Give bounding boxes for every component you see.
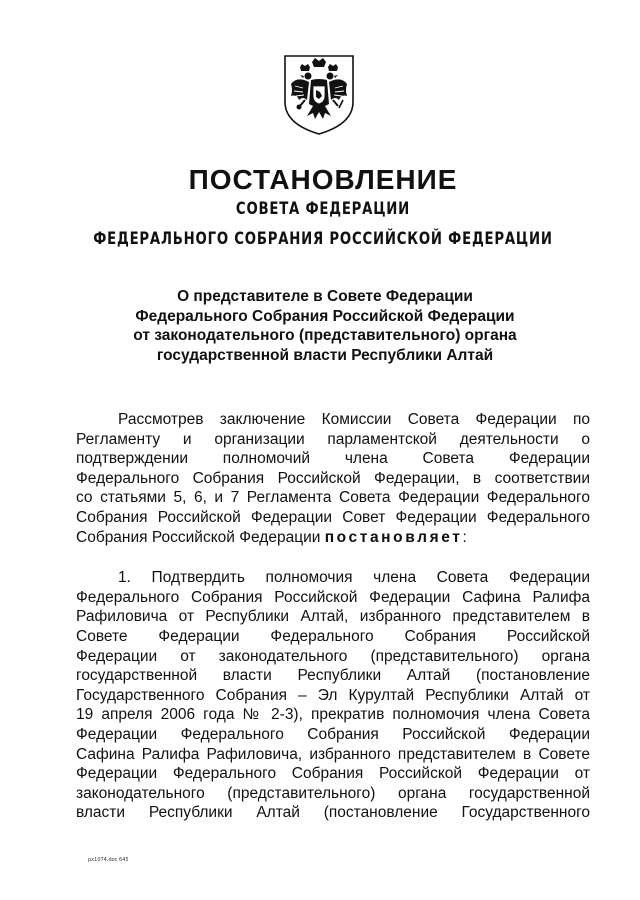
text-line: Федерации Федерального Собрания Российской Федерации — [76, 725, 590, 743]
text-line: государственной власти Республики Алтай (постановление — [76, 667, 590, 685]
text-fragment: : — [462, 528, 467, 546]
text-line: 19 апреля 2006 года № 2-3), прекратив полномочия члена Совета — [76, 706, 590, 724]
issuer-line-2: ФЕДЕРАЛЬНОГО СОБРАНИЯ РОССИЙСКОЙ ФЕДЕРАЦИИ — [93, 229, 553, 249]
document-title: ПОСТАНОВЛЕНИЕ — [188, 164, 458, 195]
document-subject — [0, 287, 640, 365]
issuer-line-1: СОВЕТА ФЕДЕРАЦИИ — [235, 199, 411, 219]
text-line: Регламенту и организации парламентской деятельности о — [76, 430, 590, 448]
subject-line: Федерального Собрания Российской Федерации — [135, 307, 515, 325]
text-line: власти Республики Алтай (постановление Государственного — [76, 804, 590, 822]
paragraph-preamble — [76, 410, 590, 547]
text-line: Сафина Ралифа Рафиловича, избранного представителем в Совете — [76, 745, 590, 763]
subject-line: от законодательного (представительного) органа — [133, 327, 517, 344]
text-line: Собрания Российской Федерации Совет Федерации Федерального — [76, 508, 590, 526]
paragraph-item-1 — [76, 568, 590, 823]
text-line: со статьями 5, 6, и 7 Регламента Совета Федерации Федерального — [76, 489, 590, 507]
text-line — [76, 528, 590, 548]
document-header — [0, 163, 640, 250]
text-line: законодательного (представительного) органа государственной — [76, 784, 590, 802]
file-reference: px1074.doc 645 — [88, 857, 129, 863]
text-line: Федерального Собрания Российской Федерации, в соответствии — [76, 469, 590, 487]
text-line: Рафиловича от Республики Алтай, избранного представителем в — [76, 608, 590, 626]
text-line: Государственного Собрания – Эл Курултай Республики Алтай от — [76, 686, 590, 704]
resolution-keyword: постановляет — [324, 528, 463, 546]
text-line: Совете Федерации Федерального Собрания Российской — [76, 627, 590, 645]
text-fragment: Собрания Российской Федерации — [76, 528, 325, 546]
document-body — [76, 410, 590, 823]
subject-line: государственной власти Республики Алтай — [156, 346, 494, 364]
text-line: Рассмотрев заключение Комиссии Совета Федерации по — [118, 411, 590, 428]
text-line: 1. Подтвердить полномочия члена Совета Федерации — [118, 569, 590, 587]
subject-line: О представителе в Совете Федерации — [177, 288, 473, 305]
text-line: подтверждении полномочий члена Совета Федерации — [76, 450, 590, 468]
russian-coat-of-arms-icon — [279, 50, 359, 136]
text-line: Федерации Федерального Собрания Российской Федерации от — [76, 765, 590, 783]
text-line: Федерации от законодательного (представительного) органа — [76, 647, 590, 665]
text-line: Федерального Собрания Российской Федерации Сафина Ралифа — [76, 588, 590, 606]
